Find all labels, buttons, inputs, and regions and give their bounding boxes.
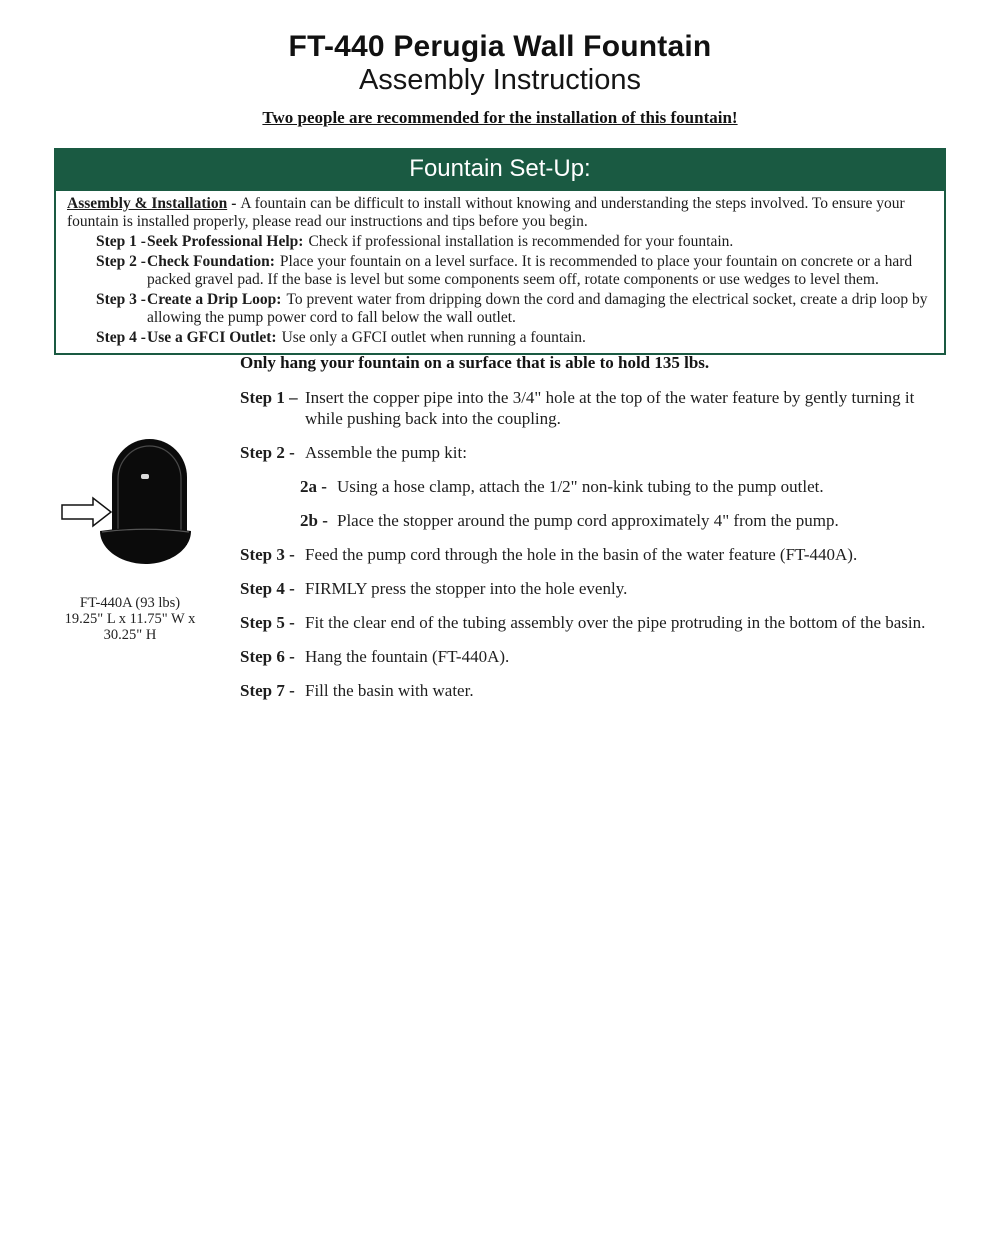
- assembly-step-6-label: Step 6 -: [240, 647, 295, 666]
- assembly-step-2a: [300, 476, 945, 497]
- assembly-step-6: [240, 646, 945, 667]
- assembly-steps-section: [240, 352, 945, 714]
- setup-intro-text: A fountain can be difficult to install without knowing and understanding the steps involved. To ensure your fountain is installed properly, please read our instructions and tips before you begin.: [67, 195, 905, 230]
- setup-step-1-title: Seek Professional Help:: [147, 233, 304, 250]
- right-arrow-icon: [62, 498, 111, 526]
- setup-step-1: [96, 233, 933, 251]
- assembly-step-2-text: Assemble the pump kit:: [305, 443, 467, 462]
- setup-step-4-body: [147, 329, 933, 347]
- assembly-step-1-label: Step 1 –: [240, 388, 298, 407]
- fountain-setup-header-label: Fountain Set-Up:: [409, 155, 591, 182]
- setup-step-2-text: Place your fountain on a level surface. It is recommended to place your fountain on concrete or a hard packed gravel pad. If the base is level but some components seem off, rotate components or use wedges to level them.: [147, 253, 913, 288]
- page-subtitle: Assembly Instructions: [358, 64, 642, 96]
- setup-intro-label: Assembly & Installation: [67, 195, 228, 212]
- setup-step-2-body: [147, 253, 933, 289]
- assembly-step-1-text: Insert the copper pipe into the 3/4" hole at the top of the water feature by gently turning it while pushing back into the coupling.: [305, 388, 915, 428]
- assembly-step-7-label: Step 7 -: [240, 681, 295, 700]
- assembly-step-4-label: Step 4 -: [240, 579, 295, 598]
- assembly-step-6-text: Hang the fountain (FT-440A).: [305, 647, 510, 666]
- page-title: FT-440 Perugia Wall Fountain: [288, 30, 712, 63]
- product-figure: [55, 437, 205, 643]
- setup-step-3-title: Create a Drip Loop:: [147, 291, 282, 308]
- assembly-step-2b-text: Place the stopper around the pump cord approximately 4" from the pump.: [337, 511, 839, 530]
- setup-step-1-label: Step 1 -: [96, 233, 146, 250]
- fountain-basin-shape: [100, 528, 191, 565]
- assembly-step-7-text: Fill the basin with water.: [305, 681, 474, 700]
- setup-instructions-box: [54, 189, 946, 355]
- setup-intro-separator: -: [231, 195, 237, 212]
- assembly-step-2a-label: 2a -: [300, 477, 327, 496]
- assembly-step-2b: [300, 510, 945, 531]
- setup-step-3-text: To prevent water from dripping down the cord and damaging the electrical socket, create a drip loop by allowing the pump power cord to fall below the wall outlet.: [147, 291, 928, 326]
- assembly-step-4-text: FIRMLY press the stopper into the hole evenly.: [305, 579, 628, 598]
- setup-step-1-body: [147, 233, 933, 251]
- wall-fountain-illustration: [55, 437, 205, 567]
- setup-intro-paragraph: [67, 195, 933, 231]
- assembly-step-2-label: Step 2 -: [240, 443, 295, 462]
- assembly-step-5-label: Step 5 -: [240, 613, 295, 632]
- assembly-step-3: [240, 544, 945, 565]
- assembly-step-1: [240, 387, 945, 429]
- assembly-step-3-label: Step 3 -: [240, 545, 295, 564]
- fountain-spout-detail: [141, 474, 149, 479]
- setup-step-3-label: Step 3 -: [96, 291, 146, 308]
- assembly-step-5-text: Fit the clear end of the tubing assembly over the pipe protruding in the bottom of the basin.: [305, 613, 926, 632]
- two-people-notice: Two people are recommended for the installation of this fountain!: [262, 108, 738, 127]
- setup-step-3-body: [147, 291, 933, 327]
- weight-warning: Only hang your fountain on a surface that is able to hold 135 lbs.: [240, 353, 710, 372]
- assembly-step-3-text: Feed the pump cord through the hole in the basin of the water feature (FT-440A).: [305, 545, 858, 564]
- assembly-step-4: [240, 578, 945, 599]
- setup-step-2: [96, 253, 933, 289]
- assembly-step-2a-text: Using a hose clamp, attach the 1/2" non-kink tubing to the pump outlet.: [337, 477, 824, 496]
- product-caption: [55, 595, 205, 643]
- product-model-weight: FT-440A (93 lbs): [79, 595, 181, 611]
- assembly-step-7: [240, 680, 945, 701]
- product-dimensions-line1: 19.25" L x 11.75" W x: [64, 611, 196, 627]
- assembly-step-2b-label: 2b -: [300, 511, 328, 530]
- setup-step-1-text: Check if professional installation is recommended for your fountain.: [308, 233, 734, 250]
- setup-step-3: [96, 291, 933, 327]
- assembly-step-2: [240, 442, 945, 463]
- product-dimensions-line2: 30.25" H: [103, 627, 157, 643]
- fountain-setup-header-bar: [54, 148, 946, 189]
- setup-step-2-label: Step 2 -: [96, 253, 146, 270]
- setup-step-4-title: Use a GFCI Outlet:: [147, 329, 277, 346]
- setup-step-4: [96, 329, 933, 347]
- setup-step-4-text: Use only a GFCI outlet when running a fountain.: [281, 329, 586, 346]
- assembly-step-5: [240, 612, 945, 633]
- setup-step-4-label: Step 4 -: [96, 329, 146, 346]
- setup-step-2-title: Check Foundation:: [147, 253, 275, 270]
